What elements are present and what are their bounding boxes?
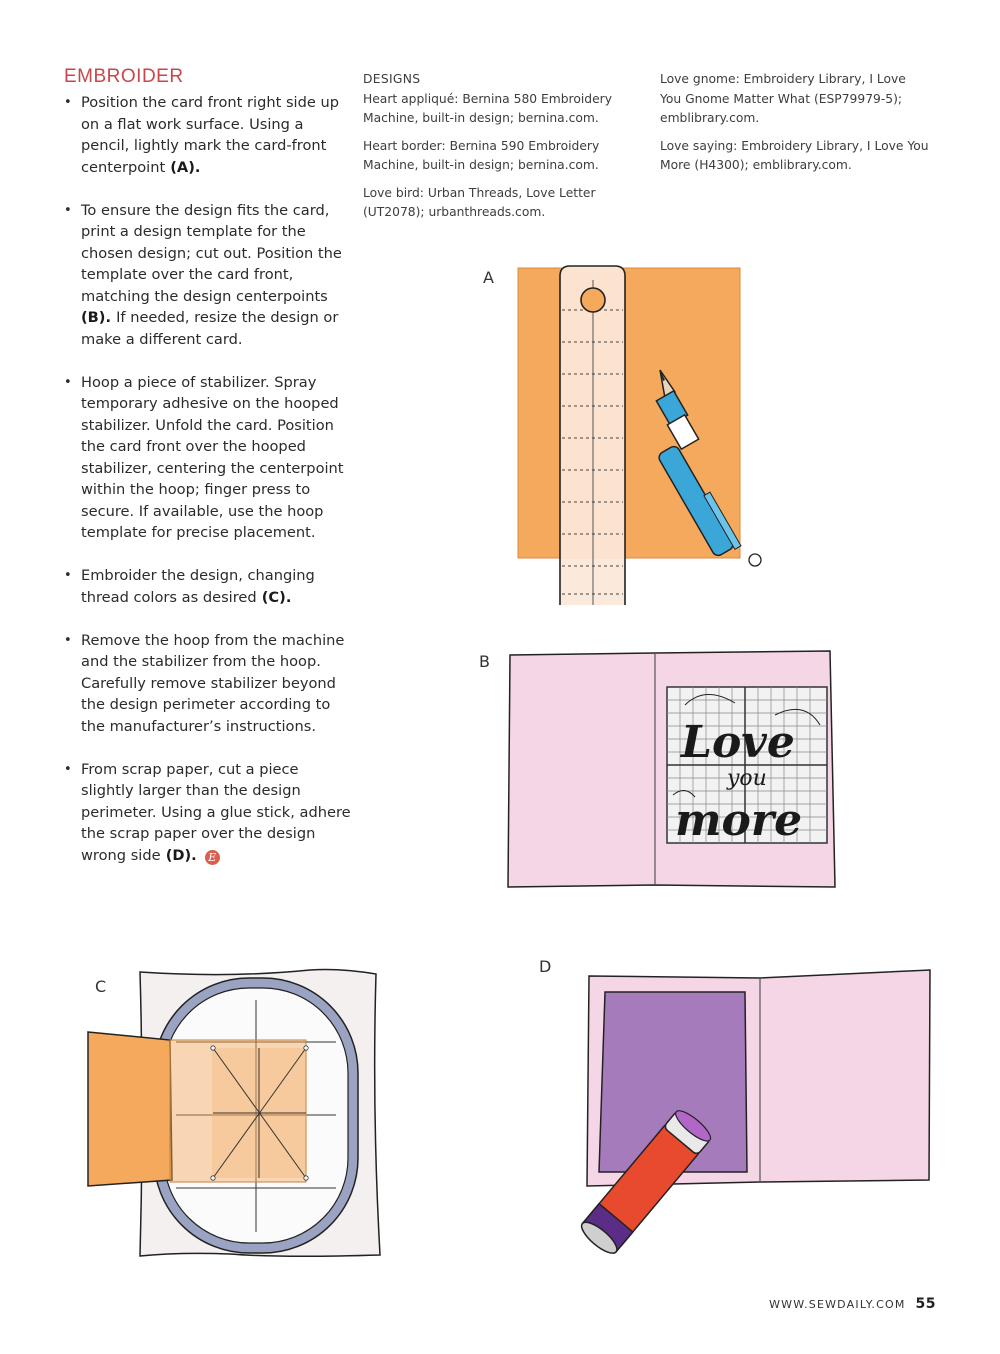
- step-item: [64, 372, 354, 544]
- page-footer: [769, 1296, 936, 1312]
- step-item: [64, 200, 354, 351]
- bullet: •: [64, 761, 72, 777]
- lettering-love: Love: [681, 717, 795, 768]
- figure-ref: (D).: [165, 846, 197, 864]
- bullet: •: [64, 632, 72, 648]
- design-credit: Love gnome: Embroidery Library, I Love You Gnome Matter What (ESP79979-5); emblibrary.com.: [660, 72, 906, 125]
- figure-c-label: C: [95, 977, 107, 996]
- design-credit: Heart border: Bernina 590 Embroidery Machine, built-in design; bernina.com.: [363, 138, 600, 172]
- step-text: Hoop a piece of stabilizer. Spray temporary adhesive on the hooped stabilizer. Unfold the card. Position the card front over the hooped stabilizer, centering the centerpoint within the hoop; finger press to secure. If available, use the hoop template for precise placement.: [81, 373, 344, 541]
- figure-b-label: B: [479, 652, 490, 671]
- figure-d-label: D: [539, 957, 552, 976]
- figure-a-label: A: [483, 268, 494, 287]
- step-text-continued: If needed, resize the design or make a different card.: [81, 309, 339, 348]
- step-text: From scrap paper, cut a piece slightly larger than the design perimeter. Using a glue stick, adhere the scrap paper over the design wrong side: [81, 760, 351, 864]
- end-mark-icon: E: [205, 850, 220, 865]
- figure-ref: (C).: [261, 588, 292, 606]
- design-credit: Love bird: Urban Threads, Love Letter (UT2078); urbanthreads.com.: [363, 185, 596, 219]
- bullet: •: [64, 202, 72, 218]
- figure-a-illustration: [505, 260, 785, 610]
- ruler-icon: [560, 266, 625, 605]
- figure-c-illustration: [80, 960, 390, 1270]
- step-item: [64, 565, 354, 608]
- lettering-more: more: [675, 795, 803, 846]
- step-item: [64, 759, 354, 867]
- design-template: [667, 687, 827, 846]
- footer-site: WWW.SEWDAILY.COM: [769, 1298, 906, 1311]
- card-front-over-hoop: [170, 1040, 308, 1182]
- designs-column-1: [363, 70, 643, 231]
- figure-ref: (B).: [81, 309, 112, 326]
- page-number: 55: [915, 1296, 936, 1312]
- step-item: [64, 92, 354, 178]
- designs-column-2: [660, 70, 930, 184]
- bullet: •: [64, 374, 72, 390]
- figure-b-illustration: [505, 645, 840, 890]
- steps-list: [64, 92, 354, 888]
- lettering-you: you: [727, 766, 767, 791]
- step-text: To ensure the design fits the card, print a design template for the chosen design; cut out. Position the template over the card front, matching the design centerpoints: [81, 201, 342, 305]
- card-flap: [88, 1032, 172, 1186]
- figure-ref: (A).: [170, 158, 201, 176]
- bullet: •: [64, 95, 72, 110]
- figure-d-illustration: [575, 962, 935, 1272]
- designs-title: DESIGNS: [363, 72, 421, 86]
- step-text: Embroider the design, changing thread colors as desired: [81, 567, 315, 606]
- step-item: [64, 630, 354, 738]
- design-credit: Heart appliqué: Bernina 580 Embroidery Machine, built-in design; bernina.com.: [363, 91, 612, 125]
- step-text: Remove the hoop from the machine and the stabilizer from the hoop. Carefully remove stabilizer beyond the design perimeter according to the manufacturer’s instructions.: [81, 631, 345, 735]
- bullet: •: [64, 568, 72, 583]
- step-text: Position the card front right side up on a flat work surface. Using a pencil, lightly mark the card-front centerpoint: [81, 94, 339, 176]
- section-heading: EMBROIDER: [64, 66, 184, 87]
- design-credit: Love saying: Embroidery Library, I Love You More (H4300); emblibrary.com.: [660, 138, 929, 172]
